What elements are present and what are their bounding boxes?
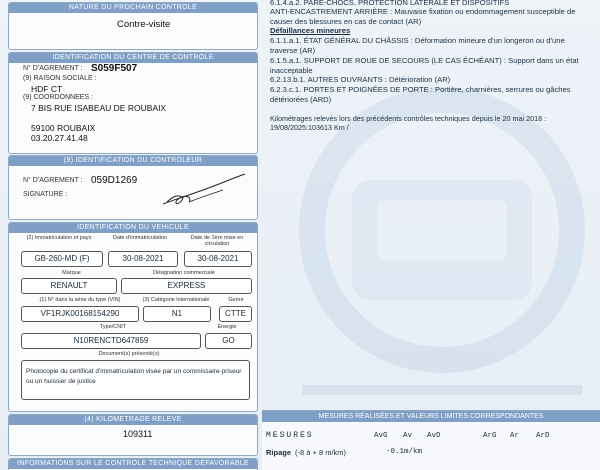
marque-box: RENAULT bbox=[21, 278, 117, 294]
col-av: Av bbox=[403, 432, 413, 440]
kilometrage-title: (4) KILOMETRAGE RELEVÉ bbox=[9, 415, 257, 425]
controleur-signature-label: SIGNATURE : bbox=[23, 191, 68, 198]
defect-line-5: traverse (AR) bbox=[270, 46, 316, 55]
previous-km-line-2: 19/08/2025:103613 Km / bbox=[270, 123, 349, 132]
controleur-title: (9) IDENTIFICATION DU CONTRÔLEUR bbox=[9, 156, 257, 166]
defect-line-8: 6.2.13.b.1. AUTRES OUVRANTS : Détérioration (AR) bbox=[270, 75, 451, 84]
controleur-agrement-label: N° D'AGREMENT : bbox=[23, 177, 83, 184]
minor-defects-heading: Défaillances mineures bbox=[270, 26, 351, 35]
defect-line-7: inacceptable bbox=[270, 65, 313, 75]
date-circ-box: 30-08-2021 bbox=[184, 251, 252, 267]
cap-date-circ: Date de 1ère mise en circulation bbox=[190, 235, 244, 247]
kilometrage-panel bbox=[8, 414, 258, 456]
vin-box: VF1RJK00168154290 bbox=[21, 306, 139, 322]
bottom-info-panel bbox=[8, 458, 258, 470]
genre-box: CTTE bbox=[219, 306, 252, 322]
centre-phone: 03.20.27.41.48 bbox=[31, 133, 88, 143]
controleur-agrement-value: 059D1269 bbox=[91, 175, 138, 186]
vehicule-panel bbox=[8, 222, 258, 412]
col-avd: AvD bbox=[427, 432, 441, 440]
col-ar: Ar bbox=[510, 432, 520, 440]
signature-scribble bbox=[159, 168, 249, 210]
col-avg: AvG bbox=[374, 432, 388, 440]
controleur-panel bbox=[8, 155, 258, 220]
col-ard: ArD bbox=[536, 432, 550, 440]
row-ripage-limits: (-8 à + 8 m/km) bbox=[295, 448, 347, 457]
centre-raison-value: HDF CT bbox=[31, 84, 63, 94]
energie-box: GO bbox=[205, 333, 252, 349]
next-control-title: NATURE DU PROCHAIN CONTROLE bbox=[9, 3, 257, 13]
designation-box: EXPRESS bbox=[121, 278, 252, 294]
next-control-panel bbox=[8, 2, 258, 50]
defect-line-6: 6.1.5.a.1. SUPPORT DE ROUE DE SECOURS (LE CAS ÉCHÉANT) : Support dans un état bbox=[270, 56, 579, 65]
vehicule-title: IDENTIFICATION DU VEHICULE bbox=[9, 223, 257, 233]
cap-designation: Désignation commerciale bbox=[153, 270, 215, 276]
immat-box: GB-260-MD (F) bbox=[21, 251, 103, 267]
centre-address-line2: 59100 ROUBAIX bbox=[31, 123, 96, 133]
row-ripage-label: Ripage bbox=[266, 448, 292, 457]
categorie-box: N1 bbox=[143, 306, 211, 322]
centre-address-line1: 7 BIS RUE ISABEAU DE ROUBAIX bbox=[31, 103, 167, 113]
centre-coords-label: (9) COORDONNEES : bbox=[23, 94, 94, 101]
centre-agrement-value: S059F507 bbox=[91, 63, 138, 74]
left-column bbox=[0, 0, 262, 470]
defect-line-2: ANTI-ENCASTREMENT ARRIÈRE : Mauvaise fixation ou endommagement susceptible de bbox=[270, 7, 576, 16]
cap-genre: Genre bbox=[228, 297, 244, 303]
next-control-value: Contre-visite bbox=[117, 19, 171, 30]
cap-type: Type/CNIT bbox=[99, 324, 127, 330]
centre-agrement-label: N° D'AGREMENT : bbox=[23, 65, 83, 72]
centre-panel bbox=[8, 52, 258, 154]
bottom-info-title: INFORMATIONS SUR LE CONTROLE TECHNIQUE DÉFAVORABLE bbox=[9, 459, 257, 469]
col-arg: ArG bbox=[483, 432, 497, 440]
cap-marque: Marque bbox=[62, 270, 81, 276]
cap-energie: Énergie bbox=[217, 324, 237, 330]
document-box: Photocopie du certificat d'immatriculation visée par un commissaire-priseur ou un huissier de justice bbox=[21, 360, 250, 400]
row-ripage-value: -0.1m/km bbox=[386, 448, 423, 456]
defect-line-4: 6.1.1.a.1. ÉTAT GÉNÉRAL DU CHÂSSIS : Déformation mineure d'un longeron ou d'une bbox=[270, 36, 565, 45]
measures-title: MESURES RÉALISÉES ET VALEURS LIMITES CORRESPONDANTES bbox=[262, 411, 600, 422]
previous-km-line-1: Kilométrages relevés lors des précédents contrôles techniques depuis le 20 mai 2018 : bbox=[270, 114, 547, 123]
type-cnit-box: N10RENCTD647859 bbox=[21, 333, 201, 349]
kilometrage-value: 109311 bbox=[123, 429, 153, 439]
cap-immat: (2) Immatriculation et pays bbox=[26, 235, 92, 241]
defect-line-3: causer des blessures en cas de contact (AR) bbox=[270, 16, 422, 26]
date-immat-box: 30-08-2021 bbox=[108, 251, 178, 267]
cap-vin: (1) N° dans la série du type (VIN) bbox=[39, 297, 121, 303]
centre-title: IDENTIFICATION DU CENTRE DE CONTROLE bbox=[9, 53, 257, 63]
defect-line-9: 6.2.3.c.1. PORTES ET POIGNÉES DE PORTE : Portière, charnières, serrures ou gâches bbox=[270, 85, 571, 94]
defect-line-10: détériorées (ARD) bbox=[270, 95, 332, 104]
centre-raison-label: (9) RAISON SOCIALE : bbox=[23, 75, 97, 82]
cap-documents: Document(s) présenté(s) bbox=[98, 351, 160, 357]
cap-date-immat: Date d'immatriculation bbox=[112, 235, 168, 241]
measures-header-label: MESURES bbox=[266, 431, 314, 440]
cap-categorie: (3) Catégorie internationale bbox=[142, 297, 210, 303]
defect-line-1: 6.1.4.a.2. PARE-CHOCS, PROTECTION LATERALE ET DISPOSITIFS bbox=[270, 0, 510, 7]
right-column bbox=[262, 0, 600, 470]
measures-table bbox=[262, 410, 600, 470]
